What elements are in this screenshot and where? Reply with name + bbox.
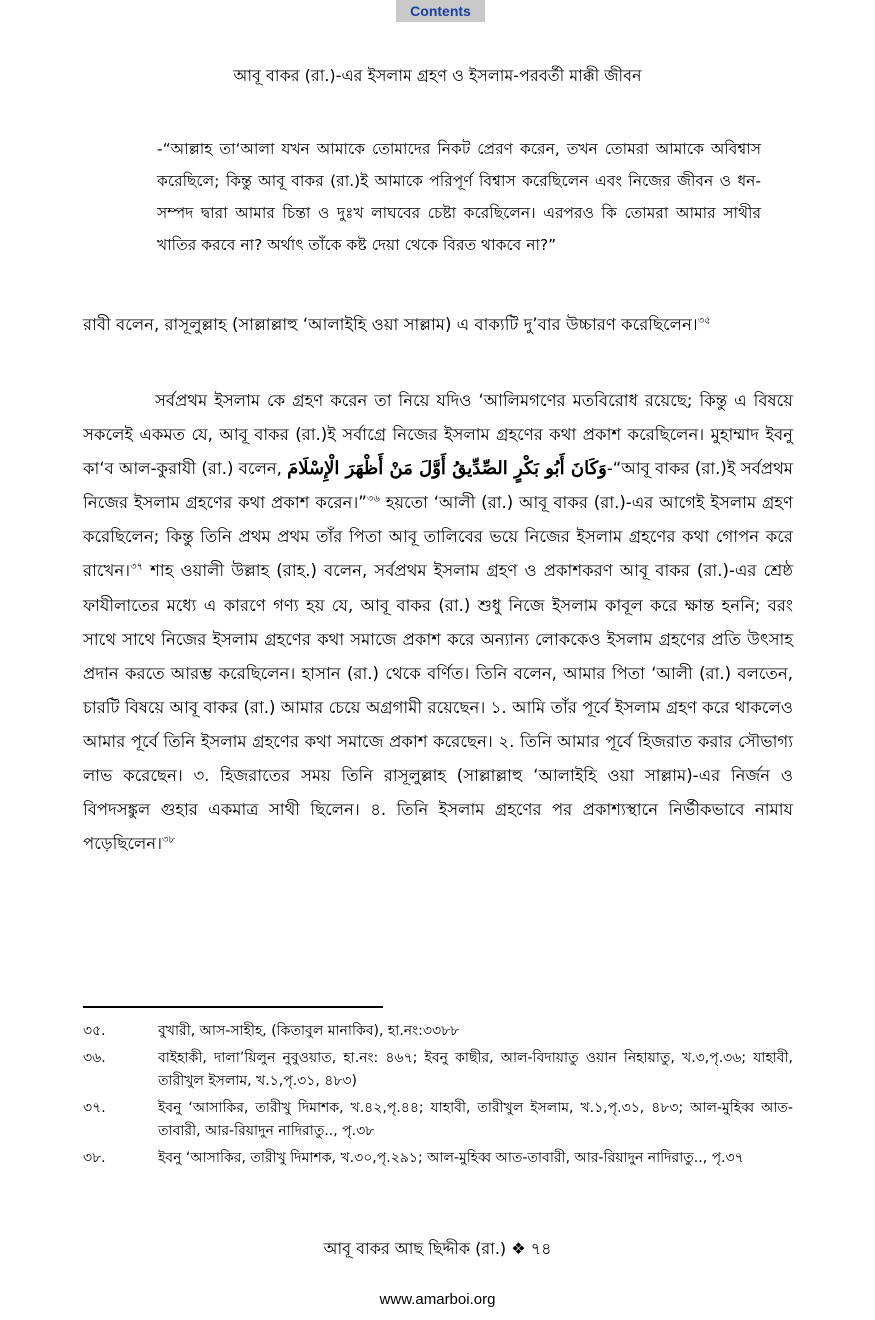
paragraph-narrator <box>83 308 793 342</box>
footnote-number: ৩৬. <box>83 1050 106 1066</box>
footnote-ref[interactable]: ৩৫ <box>697 315 711 327</box>
footnote-number: ৩৭. <box>83 1100 106 1116</box>
footnote <box>83 1020 793 1043</box>
paragraph-text: শাহ ওয়ালী উল্লাহ (রাহ.) বলেন, সর্বপ্রথম ইসলাম গ্রহণ ও প্রকাশকরণ আবূ বাকর (রা.)-এর শ্রেষ্ঠ ফাযীলাতের মধ্যে এ কারণে গণ্য হয় যে, আবূ বাকর (রা.) শুধু নিজে ইসলাম কাবূল করে ক্ষান্ত হননি; বরং সাথে সাথে নিজের ইসলাম গ্রহণের কথা সমাজে প্রকাশ করে অন্যান্য লোককেও ইসলাম গ্রহণের প্রতি উৎসাহ প্রদান করতে আরম্ভ করেছিলেন। হাসান (রা.) থেকে বর্ণিত। তিনি বলেন, আমার পিতা ‘আলী (রা.) বলতেন, চারটি বিষয়ে আবূ বাকর (রা.) আমার চেয়ে অগ্রগামী রয়েছেন। ১. আমি তাঁর পূর্বে ইসলাম গ্রহণ করে থাকলেও আমার পূর্বে তিনি ইসলাম গ্রহণের কথা সমাজে প্রকাশ করেছেন। ২. তিনি আমার পূর্বে হিজরাত করার সৌভাগ্য লাভ করেছেন। ৩. হিজরাতের সময় তিনি রাসূলুল্লাহ (সাল্লাল্লাহু ‘আলাইহি ওয়া সাল্লাম)-এর নির্জন ও বিপদসঙ্কুল গুহার একমাত্র সাথী ছিলেন। ৪. তিনি ইসলাম গ্রহণের পর প্রকাশ্যস্থানে নির্ভীকভাবে নামায পড়েছিলেন। <box>83 561 793 854</box>
footnote-ref[interactable]: ৩৬ <box>366 493 380 505</box>
running-head: আবূ বাকর (রা.)-এর ইসলাম গ্রহণ ও ইসলাম-পরবর্তী মাক্কী জীবন <box>233 66 642 85</box>
footnote-text: বুখারী, আস-সাহীহ, (কিতাবুল মানাকিব), হা.নং:৩৩৮৮ <box>158 1023 460 1039</box>
footnote-ref[interactable]: ৩৭ <box>130 561 144 573</box>
footnotes <box>83 1020 793 1174</box>
paragraph-main <box>83 384 793 861</box>
paragraph-text: হয়তো ‘আলী (রা.) আবূ বাকর (রা.)-এর আগেই ইসলাম গ্রহণ করেছিলেন; কিন্তু তিনি প্রথম প্রথম তাঁর পিতা আবূ তালিবের ভয়ে নিজের ইসলাম গ্রহণের কথা গোপন করে রাখেন। <box>83 493 793 581</box>
contents-button[interactable]: Contents <box>396 0 485 22</box>
separator-icon: ❖ <box>511 1239 526 1258</box>
footnote-ref[interactable]: ৩৮ <box>162 834 176 846</box>
footnote <box>83 1147 793 1170</box>
book-title: আবূ বাকর আছ ছিদ্দীক (রা.) <box>323 1239 507 1258</box>
footnote-divider <box>83 1006 383 1008</box>
site-url[interactable]: www.amarboi.org <box>379 1291 496 1308</box>
footnote-text: বাইহাকী, দালা’য়িলুন নুবুওয়াত, হা.নং: ৪৬৭; ইবনু কাছীর, আল-বিদায়াতু ওয়ান নিহায়াতু, খ.৩,পৃ.৩৬; যাহাবী, তারীখুল ইসলাম, খ.১,পৃ.৩১, ৪৮৩) <box>158 1050 793 1089</box>
footnote-text: ইবনু ‘আসাকির, তারীখু দিমাশক, খ.৪২,পৃ.৪৪; যাহাবী, তারীখুল ইসলাম, খ.১,পৃ.৩১, ৪৮৩; আল-মুহিব্ব আত-তাবারী, আর-রিয়াদুন নাদিরাতু.., পৃ.৩৮ <box>158 1100 793 1139</box>
paragraph-text: সর্বপ্রথম ইসলাম কে গ্রহণ করেন তা নিয়ে যদিও ‘আলিমগণের মতবিরোধ রয়েছে; কিন্তু এ বিষয়ে সকলেই একমত যে, আবূ বাকর (রা.)ই সর্বাগ্রে নিজের ইসলাম গ্রহণের কথা প্রকাশ করেছিলেন। মুহাম্মাদ ইবনু কা‘ব আল-কুরাযী (রা.) বলেন, <box>83 391 793 479</box>
page-footer <box>0 1236 875 1263</box>
page-number: ৭৪ <box>530 1239 552 1258</box>
hadith-quote: -“আল্লাহ তা‘আলা যখন আমাকে তোমাদের নিকট প্রেরণ করেন, তখন তোমরা আমাকে অবিশ্বাস করেছিলে; কিন্তু আবূ বাকর (রা.)ই আমাকে পরিপূর্ণ বিশ্বাস করেছিলেন এবং নিজের জীবন ও ধন-সম্পদ দ্বারা আমার চিন্তা ও দুঃখ লাঘবের চেষ্টা করেছিলেন। এরপরও কি তোমরা আমার সাথীর খাতির করবে না? অর্থাৎ তাঁকে কষ্ট দেয়া থেকে বিরত থাকবে না?” <box>157 140 761 254</box>
footnote-number: ৩৮. <box>83 1150 106 1166</box>
footnote <box>83 1097 793 1143</box>
footnote-text: ইবনু ‘আসাকির, তারীখু দিমাশক, খ.৩০,পৃ.২৯১; আল-মুহিব্ব আত-তাবারী, আর-রিয়াদুন নাদিরাতু.., পৃ.৩৭ <box>158 1150 744 1166</box>
paragraph-text: রাবী বলেন, রাসূলুল্লাহ (সাল্লাল্লাহু ‘আলাইহি ওয়া সাল্লাম) এ বাক্যটি দু’বার উচ্চারণ করেছিলেন। <box>83 315 698 334</box>
arabic-quote: وَكَانَ أَبُو بَكْرٍ الصِّدِّيقُ أَوَّلَ مَنْ أَظْهَرَ الْإِسْلَامَ <box>287 458 607 480</box>
footnote <box>83 1047 793 1093</box>
paragraph-text: -“আবূ বাকর (রা.)ই সর্বপ্রথম নিজের ইসলাম গ্রহণের কথা প্রকাশ করেন।” <box>83 459 793 513</box>
footnote-number: ৩৫. <box>83 1023 106 1039</box>
